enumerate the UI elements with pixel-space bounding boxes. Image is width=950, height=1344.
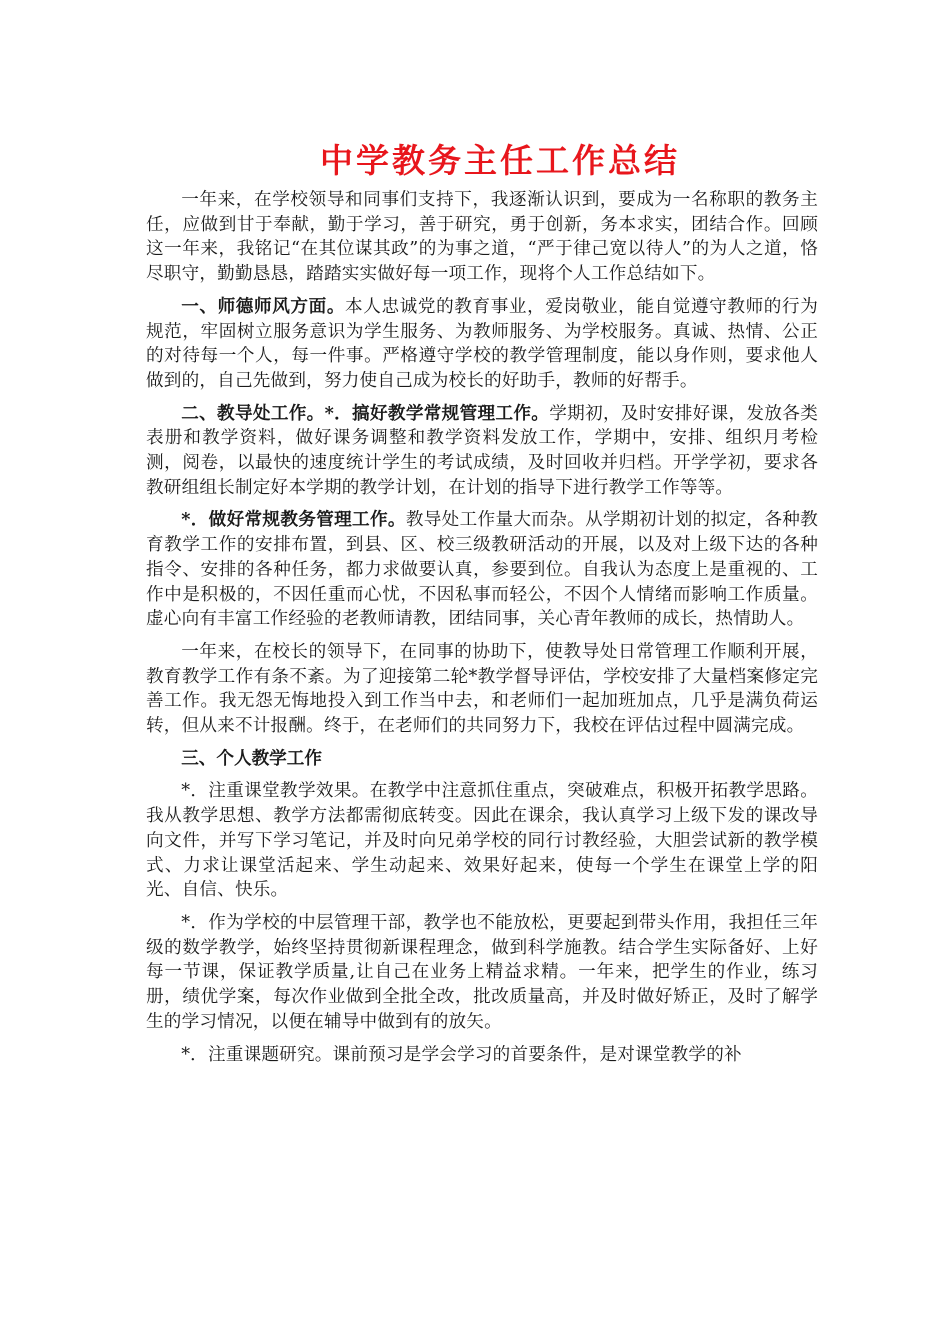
section-1-heading: 一、师德师风方面。 <box>181 295 346 317</box>
section-2b-paragraph <box>146 508 818 632</box>
section-2-text: 学期初，及时安排好课，发放各类表册和教学资料，做好课务调整和教学资料发放工作，学期中，安排、组织月考检测，阅卷，以最快的速度统计学生的考试成绩，及时回收并归档。开学学初，要求各教研组组长制定好本学期的教学计划，在计划的指导下进行教学工作等等。 <box>146 403 818 498</box>
intro-paragraph: 一年来，在学校领导和同事们支持下，我逐渐认识到，要成为一名称职的教务主任，应做到甘于奉献，勤于学习，善于研究，勇于创新，务本求实，团结合作。回顾这一年来，我铭记“在其位谋其政”的为事之道，“严于律己宽以待人”的为人之道，恪尽职守，勤勤恳恳，踏踏实实做好每一项工作，现将个人工作总结如下。 <box>146 190 818 285</box>
section-2b-text: 教导处工作量大而杂。从学期初计划的拟定，各种教育教学工作的安排布置，到县、区、校三级教研活动的开展，以及对上级下达的各种指令、安排的各种任务，都力求做要认真，参要到位。自我认为态度上是重视的、工作中是积极的，不因任重而心忧，不因私事而轻公，不因个人情绪而影响工作质量。虚心向有丰富工作经验的老教师请教，团结同事，关心青年教师的成长，热情助人。 <box>146 510 818 630</box>
section-2b-heading: *．做好常规教务管理工作。 <box>181 509 406 531</box>
section-2-paragraph <box>146 402 818 501</box>
document-title: 中学教务主任工作总结 <box>320 141 680 180</box>
document-page <box>146 138 818 1075</box>
summary-paragraph: 一年来，在校长的领导下，在同事的协助下，使教导处日常管理工作顺利开展，教育教学工作有条不紊。为了迎接第二轮*教学督导评估，学校安排了大量档案修定完善工作。我无怨无悔地投入到工作当中去，和老师们一起加班加点，几乎是满负荷运转，但从来不计报酬。终于，在老师们的共同努力下，我校在评估过程中圆满完成。 <box>146 641 818 737</box>
section-3-heading: 三、个人教学工作 <box>181 747 322 769</box>
section-1-paragraph <box>146 295 818 394</box>
section-2-heading: 二、教导处工作。*．搞好教学常规管理工作。 <box>181 402 550 424</box>
section-3-item-1: *．注重课堂教学效果。在教学中注意抓住重点，突破难点，积极开拓教学思路。我从教学思想、教学方法都需彻底转变。因此在课余，我认真学习上级下发的课改导向文件，并写下学习笔记，并及时向兄弟学校的同行讨教经验，大胆尝试新的教学模式、力求让课堂活起来、学生动起来、效果好起来，使每一个学生在课堂上学的阳光、自信、快乐。 <box>146 781 818 901</box>
section-1-text: 本人忠诚党的教育事业，爱岗敬业，能自觉遵守教师的行为规范，牢固树立服务意识为学生服务、为教师服务、为学校服务。真诚、热情、公正的对待每一个人，每一件事。严格遵守学校的教学管理制度，能以身作则，要求他人做到的，自己先做到，努力使自己成为校长的好助手，教师的好帮手。 <box>146 296 818 391</box>
section-3-item-2: *．作为学校的中层管理干部，教学也不能放松，更要起到带头作用，我担任三年级的数学教学，始终坚持贯彻新课程理念，做到科学施教。结合学生实际备好、上好每一节课，保证教学质量,让自己在业务上精益求精。一年来，把学生的作业，练习册，绩优学案，每次作业做到全批全改，批改质量高，并及时做好矫正，及时了解学生的学习情况，以便在辅导中做到有的放矢。 <box>146 912 818 1032</box>
section-3-item-3: *．注重课题研究。课前预习是学会学习的首要条件，是对课堂教学的补 <box>181 1044 742 1065</box>
